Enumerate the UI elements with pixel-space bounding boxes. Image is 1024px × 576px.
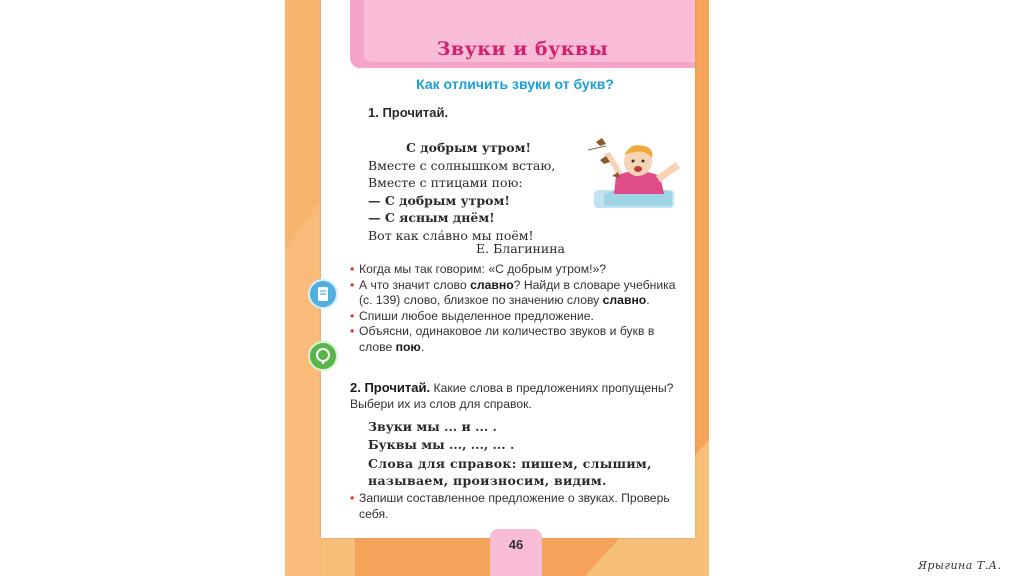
list-item (350, 324, 686, 355)
poem-line: Вместе с солнышком встаю, (368, 157, 556, 173)
poem-line: Вот как сла́вно мы поём! (368, 227, 534, 243)
page-number: 46 (508, 537, 524, 552)
page-title: Звуки и буквы (436, 38, 609, 60)
fill-sentence: Звуки мы ... и ... . (368, 419, 497, 434)
question-text: Когда мы так говорим: «С добрым утром!»? (359, 262, 607, 276)
question-text: ? Найди в словаре учебника (с. 139) слово, близкое по значению слову (359, 277, 676, 308)
question-text: . (646, 293, 650, 308)
question-icon (308, 341, 338, 371)
list-item (350, 309, 686, 325)
boy-with-birds-illustration (586, 132, 686, 212)
question-text: . (420, 339, 425, 354)
poem-line: Вместе с птицами пою: (368, 175, 523, 191)
keyword: славно (470, 277, 514, 292)
author-credit: Ярыгина Т.А. (918, 559, 1002, 572)
keyword: славно (602, 293, 647, 308)
book-icon (308, 279, 338, 309)
poem-author: Е. Благинина (476, 241, 565, 256)
keyword: пою (395, 339, 421, 354)
poem (368, 139, 555, 245)
poem-line: С добрым утром! (406, 140, 531, 155)
instruction-text: Запиши составленное предложение о звуках. Проверь себя. (359, 491, 670, 521)
question-text: Объясни, одинаковое ли количество звуков и букв в слове (359, 324, 655, 354)
reference-words: Слова для справок: пишем, слышим, называем, произносим, видим. (368, 456, 652, 488)
task2-instruction (350, 491, 686, 522)
poem-line: — С добрым утром! (368, 192, 510, 208)
list-item (350, 491, 686, 522)
question-text: Спиши любое выделенное предложение. (359, 308, 594, 323)
task1-questions (350, 262, 686, 356)
list-item (350, 278, 686, 309)
question-text: А что значит слово (359, 277, 471, 292)
task1-heading: 1. Прочитай. (368, 105, 449, 120)
poem-line: — С ясным днём! (368, 210, 495, 226)
task2-text: Какие слова в предложениях пропущены? Выбери их из слов для справок. (350, 381, 674, 411)
task2-intro (350, 380, 686, 412)
task2-heading: 2. Прочитай. (350, 380, 431, 395)
lesson-subtitle: Как отличить звуки от букв? (416, 76, 614, 92)
fill-sentence: Буквы мы ..., ..., ... . (368, 437, 515, 452)
list-item (350, 262, 686, 278)
